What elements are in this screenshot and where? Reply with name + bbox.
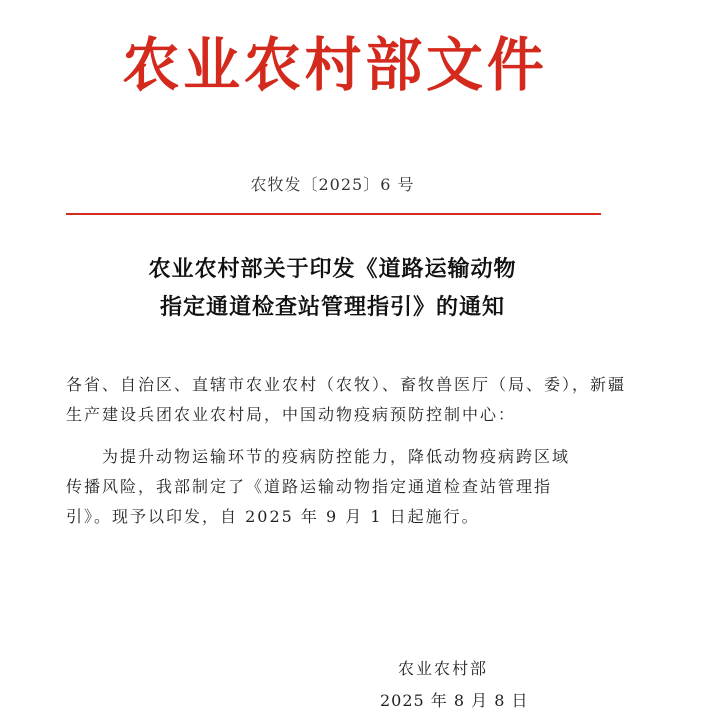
document-header-title: 农业农村部文件 (122, 31, 548, 99)
red-divider-line (66, 213, 601, 215)
document-number: 农牧发〔2025〕6 号 (250, 175, 415, 194)
recipients-line-2: 生产建设兵团农业农村局，中国动物疫病预防控制中心： (66, 405, 517, 424)
notice-title (0, 250, 665, 326)
body-line-1: 为提升动物运输环节的疫病防控能力，降低动物疫病跨区域 (102, 447, 571, 466)
notice-title-line-1: 农业农村部关于印发《道路运输动物 (148, 256, 517, 282)
notice-title-line-2: 指定通道检查站管理指引》的通知 (159, 294, 505, 320)
issuer-signature: 农业农村部 (398, 659, 489, 678)
recipients-block (66, 370, 627, 430)
body-line-3: 引》。现予以印发，自 2025 年 9 月 1 日起施行。 (66, 507, 480, 526)
issue-date: 2025 年 8 月 8 日 (380, 691, 529, 710)
body-line-2: 传播风险，我部制定了《道路运输动物指定通道检查站管理指 (66, 477, 553, 496)
body-paragraph (66, 442, 606, 532)
recipients-line-1: 各省、自治区、直辖市农业农村（农牧）、畜牧兽医厅（局、委），新疆 (66, 375, 627, 394)
